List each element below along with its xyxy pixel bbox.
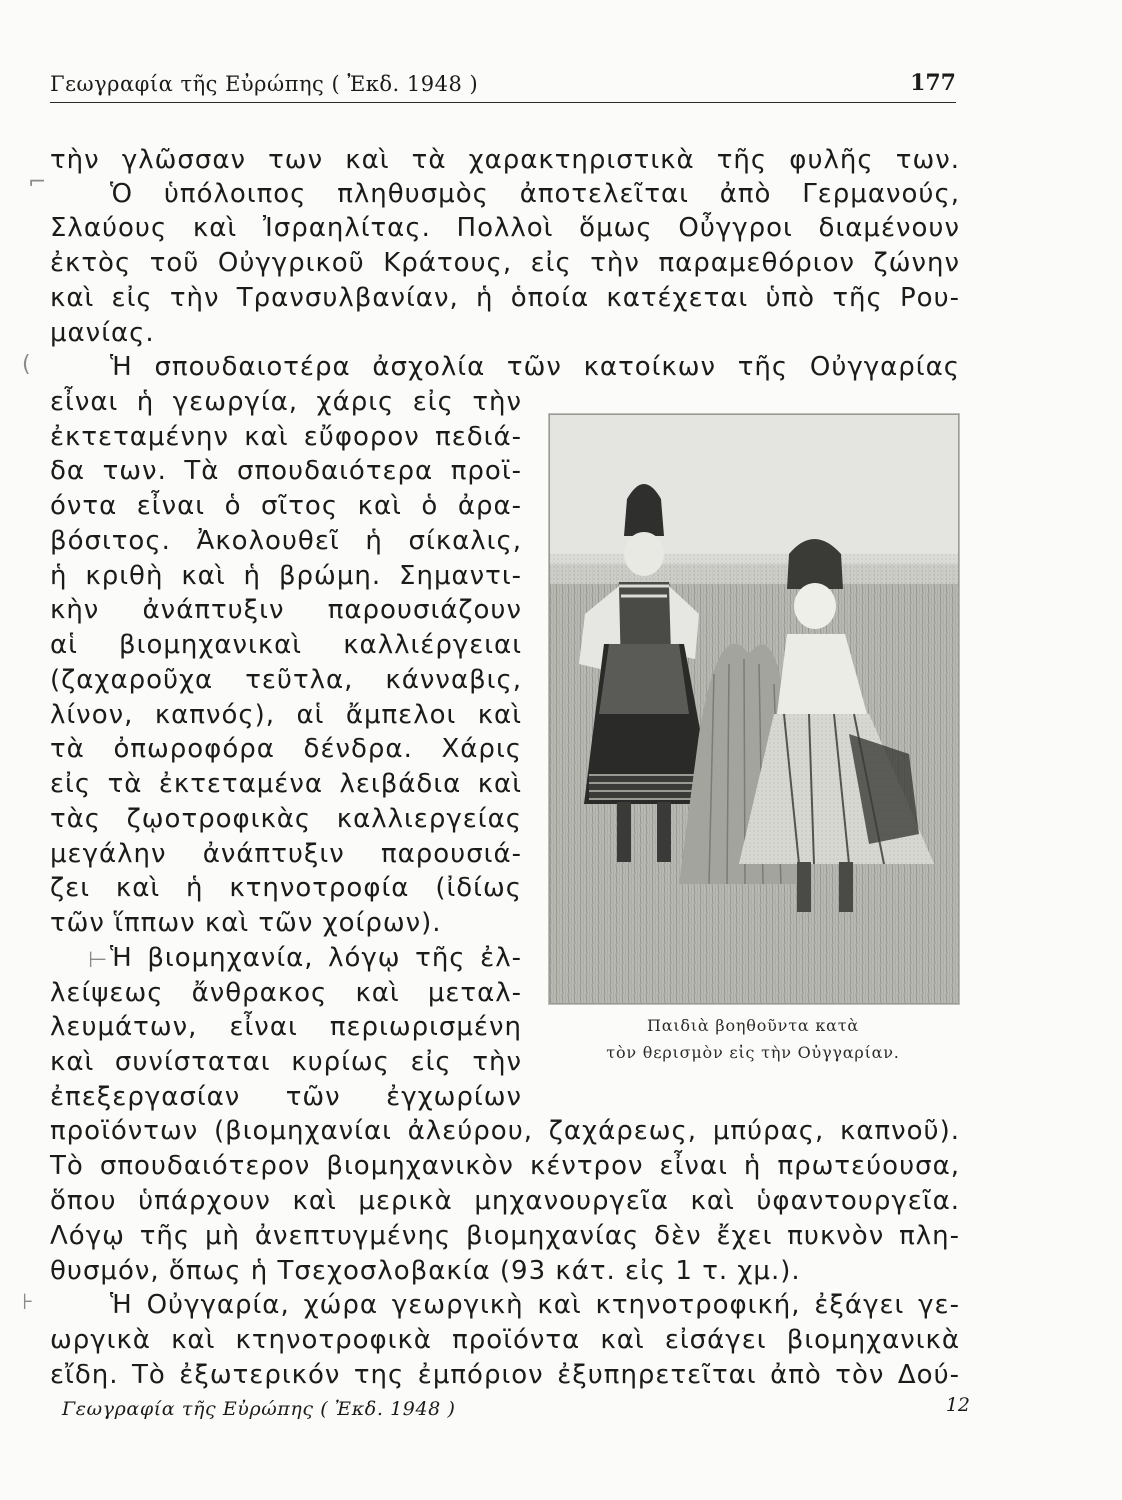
text-line: ἐκτὸς τοῦ Οὐγγρικοῦ Κράτους, εἰς τὴν παραμεθόριον ζώνην xyxy=(50,248,960,278)
text-line: τῶν ἵππων καὶ τῶν χοίρων). xyxy=(50,908,442,938)
footer-title: Γεωγραφία τῆς Εὐρώπης ( Ἐκδ. 1948 ) xyxy=(62,1398,456,1420)
text-line: δα των. Τὰ σπουδαιότερα προϊ- xyxy=(50,456,522,486)
text-line: αἱ βιομηχανικαὶ καλλιέργειαι xyxy=(50,630,522,660)
text-line: ωργικὰ καὶ κτηνοτροφικὰ προϊόντα καὶ εἰσάγει βιομηχανικὰ xyxy=(50,1325,960,1355)
header-title: Γεωγραφία τῆς Εὐρώπης ( Ἐκδ. 1948 ) xyxy=(50,72,479,96)
text-line: Λόγῳ τῆς μὴ ἀνεπτυγμένης βιομηχανίας δὲν ἔχει πυκνὸν πλη- xyxy=(50,1221,960,1251)
text-line: τὴν γλῶσσαν των καὶ τὰ χαρακτηριστικὰ τῆς φυλῆς των. xyxy=(50,145,960,175)
text-line: βόσιτος. Ἀκολουθεῖ ἡ σίκαλις, xyxy=(50,526,522,556)
text-line: θυσμόν, ὅπως ἡ Τσεχοσλοβακία (93 κάτ. εἰς 1 τ. χμ.). xyxy=(50,1256,801,1286)
text-line: όντα εἶναι ὁ σῖτος καὶ ὁ ἀρα- xyxy=(50,491,522,521)
text-line: ἐκτεταμένην καὶ εὔφορον πεδιά- xyxy=(50,422,522,452)
text-line: μεγάλην ἀνάπτυξιν παρουσιά- xyxy=(50,839,522,869)
text-line: καὶ εἰς τὴν Τρανσυλβανίαν, ἡ ὁποία κατέχεται ὑπὸ τῆς Ρου- xyxy=(50,283,960,313)
margin-pencil-mark: ⌐ xyxy=(28,170,47,195)
text-line: τὰ ὀπωροφόρα δένδρα. Χάρις xyxy=(50,734,522,764)
photo-caption-line-1: Παιδιὰ βοηθοῦντα κατὰ xyxy=(646,1016,860,1035)
text-line: μανίας. xyxy=(50,318,155,348)
page-number: 177 xyxy=(910,70,956,96)
text-line: (ζαχαροῦχα τεῦτλα, κάνναβις, xyxy=(50,665,522,695)
margin-pencil-mark: ⊢ xyxy=(88,948,108,973)
text-line: καὶ συνίσταται κυρίως εἰς τὴν xyxy=(50,1047,522,1077)
running-header xyxy=(50,68,956,103)
text-line: ζει καὶ ἡ κτηνοτροφία (ἰδίως xyxy=(50,873,522,903)
text-line: Ὁ ὑπόλοιπος πληθυσμὸς ἀποτελεῖται ἀπὸ Γερμανούς, xyxy=(110,179,960,209)
text-line: κὴν ἀνάπτυξιν παρουσιάζουν xyxy=(50,595,522,625)
text-line: Τὸ σπουδαιότερον βιομηχανικὸν κέντρον εἶναι ἡ πρωτεύουσα, xyxy=(50,1151,960,1181)
text-line: λείψεως ἄνθρακος καὶ μεταλ- xyxy=(50,978,522,1008)
margin-pencil-mark: ⊦ xyxy=(22,1290,34,1315)
footer-signature: 12 xyxy=(945,1394,970,1416)
photo-harvest-girls xyxy=(548,413,960,1005)
margin-pencil-mark: ( xyxy=(22,352,31,377)
text-line: ὅπου ὑπάρχουν καὶ μερικὰ μηχανουργεῖα καὶ ὑφαντουργεῖα. xyxy=(50,1186,960,1216)
text-line: ἐπεξεργασίαν τῶν ἐγχωρίων xyxy=(50,1082,522,1112)
text-line: τὰς ζῳοτροφικὰς καλλιεργείας xyxy=(50,804,522,834)
text-line: εἴδη. Τὸ ἐξωτερικόν της ἐμπόριον ἐξυπηρετεῖται ἀπὸ τὸν Δού- xyxy=(50,1360,960,1390)
text-line: λίνον, καπνός), αἱ ἄμπελοι καὶ xyxy=(50,700,522,730)
text-line: Ἡ Οὐγγαρία, χώρα γεωργικὴ καὶ κτηνοτροφική, ἐξάγει γε- xyxy=(110,1290,960,1320)
text-line: Ἡ βιομηχανία, λόγῳ τῆς ἐλ- xyxy=(110,943,522,973)
text-line: Ἡ σπουδαιοτέρα ἀσχολία τῶν κατοίκων τῆς Οὐγγαρίας xyxy=(110,352,960,382)
text-line: ἡ κριθὴ καὶ ἡ βρώμη. Σημαντι- xyxy=(50,561,522,591)
text-line: εἶναι ἡ γεωργία, χάρις εἰς τὴν xyxy=(50,387,522,417)
text-line: λευμάτων, εἶναι περιωρισμένη xyxy=(50,1012,522,1042)
photo-illustration xyxy=(549,414,959,1004)
photo-caption-line-2: τὸν θερισμὸν εἰς τὴν Οὐγγαρίαν. xyxy=(606,1043,900,1062)
text-line: Σλαύους καὶ Ἰσραηλίτας. Πολλοὶ ὅμως Οὖγγροι διαμένουν xyxy=(50,213,960,243)
text-line: προϊόντων (βιομηχανίαι ἀλεύρου, ζαχάρεως, μπύρας, καπνοῦ). xyxy=(50,1116,960,1146)
text-line: εἰς τὰ ἐκτεταμένα λειβάδια καὶ xyxy=(50,769,522,799)
